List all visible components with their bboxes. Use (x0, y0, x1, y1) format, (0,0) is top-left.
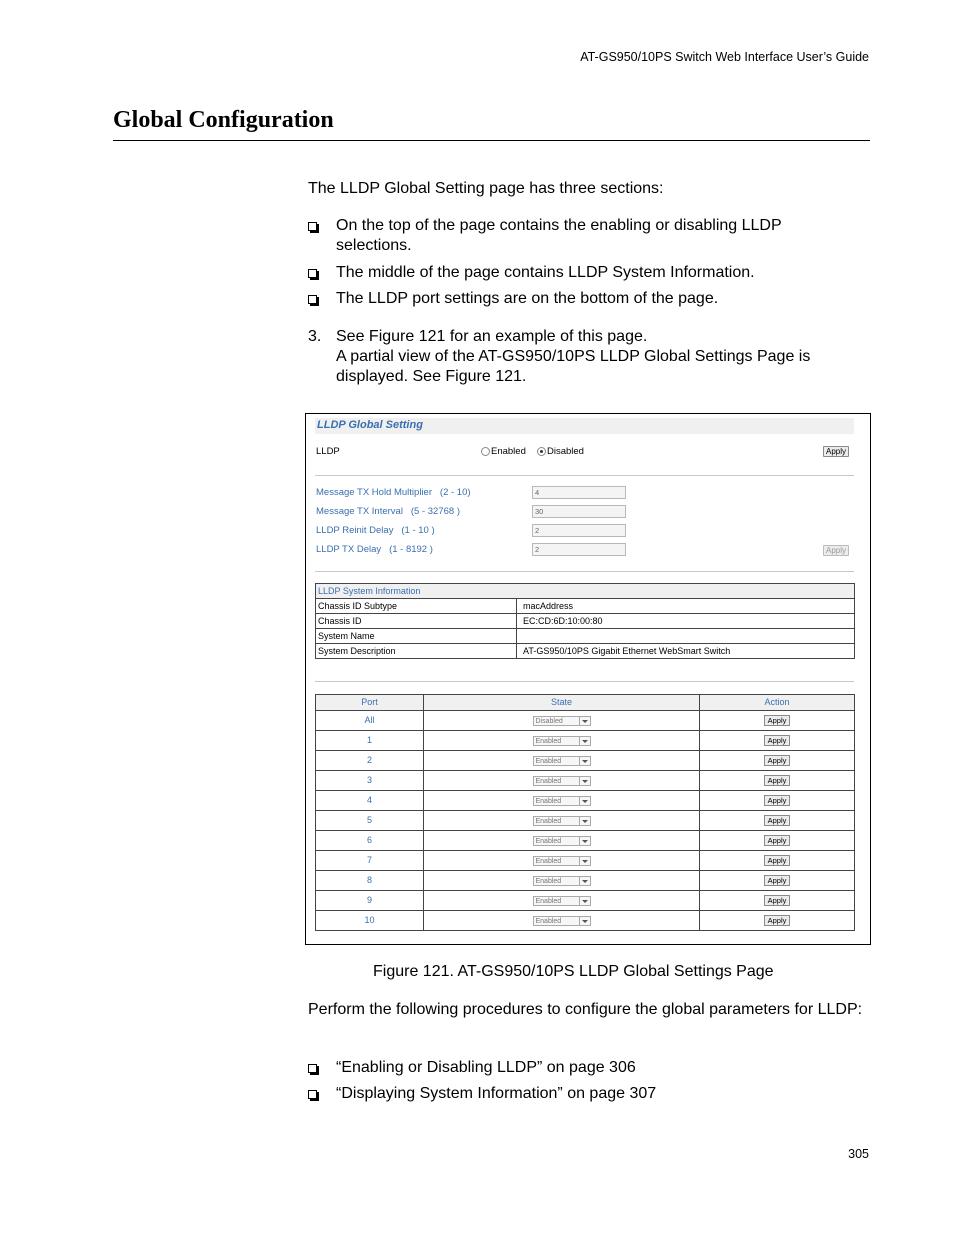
system-info-table (315, 583, 855, 659)
state-column-header: State (424, 695, 700, 711)
panel-header: LLDP Global Setting (315, 418, 854, 434)
tx-interval-input[interactable]: 30 (532, 505, 626, 518)
state-select[interactable]: Enabled (533, 776, 591, 786)
bullet-box-icon (308, 1090, 317, 1099)
table-row: System Name (316, 629, 855, 644)
chevron-down-icon (579, 757, 590, 765)
state-select[interactable]: Enabled (533, 876, 591, 886)
port-apply-button[interactable]: Apply (764, 775, 791, 786)
bullet-box-icon (308, 222, 317, 231)
port-apply-button[interactable]: Apply (764, 915, 791, 926)
chevron-down-icon (579, 857, 590, 865)
param-label: LLDP TX Delay (1 - 8192 ) (316, 544, 433, 555)
state-select[interactable]: Enabled (533, 816, 591, 826)
state-select[interactable]: Enabled (533, 896, 591, 906)
section-title: Global Configuration (113, 107, 334, 133)
lldp-apply-button[interactable]: Apply (823, 446, 849, 457)
bullet-box-icon (308, 295, 317, 304)
state-select[interactable]: Enabled (533, 756, 591, 766)
tx-delay-input[interactable]: 2 (532, 543, 626, 556)
lldp-enabled-label: Enabled (491, 446, 526, 457)
chevron-down-icon (579, 717, 590, 725)
system-info-header: LLDP System Information (316, 584, 855, 599)
table-row: Chassis ID Subtype macAddress (316, 599, 855, 614)
chevron-down-icon (579, 817, 590, 825)
param-label: Message TX Interval (5 - 32768 ) (316, 506, 460, 517)
state-select[interactable]: Enabled (533, 836, 591, 846)
step-number: 3. (308, 328, 322, 345)
chevron-down-icon (579, 797, 590, 805)
lldp-disabled-radio[interactable] (537, 447, 546, 456)
port-apply-button[interactable]: Apply (764, 795, 791, 806)
state-select[interactable]: Enabled (533, 856, 591, 866)
step-text: See Figure 121 for an example of this page. A partial view of the AT-GS950/10PS LLDP Global Settings Page is displayed. See Figure 121. (336, 328, 811, 385)
lldp-label: LLDP (316, 446, 340, 457)
reinit-delay-input[interactable]: 2 (532, 524, 626, 537)
port-apply-button[interactable]: Apply (764, 715, 791, 726)
bullet-box-icon (308, 269, 317, 278)
chevron-down-icon (579, 917, 590, 925)
state-select[interactable]: Enabled (533, 916, 591, 926)
intro-paragraph: The LLDP Global Setting page has three sections: (308, 180, 664, 197)
chevron-down-icon (579, 897, 590, 905)
divider (315, 475, 854, 476)
figure-caption: Figure 121. AT-GS950/10PS LLDP Global Settings Page (373, 963, 774, 980)
table-row: 9 Enabled Apply (316, 891, 855, 911)
state-select[interactable]: Enabled (533, 736, 591, 746)
port-apply-button[interactable]: Apply (764, 855, 791, 866)
title-rule (113, 140, 870, 141)
port-apply-button[interactable]: Apply (764, 875, 791, 886)
table-row: Chassis ID EC:CD:6D:10:00:80 (316, 614, 855, 629)
table-row: All Disabled Apply (316, 711, 855, 731)
running-header: AT-GS950/10PS Switch Web Interface User’s Guide (580, 50, 869, 64)
state-select[interactable]: Disabled (533, 716, 591, 726)
page-number: 305 (848, 1147, 869, 1161)
divider (315, 681, 854, 682)
table-row: 6 Enabled Apply (316, 831, 855, 851)
port-apply-button[interactable]: Apply (764, 895, 791, 906)
port-apply-button[interactable]: Apply (764, 835, 791, 846)
table-row: 1 Enabled Apply (316, 731, 855, 751)
port-apply-button[interactable]: Apply (764, 755, 791, 766)
table-row: 7 Enabled Apply (316, 851, 855, 871)
table-row: 2 Enabled Apply (316, 751, 855, 771)
chevron-down-icon (579, 777, 590, 785)
table-row: 10 Enabled Apply (316, 911, 855, 931)
port-column-header: Port (316, 695, 424, 711)
port-settings-table (315, 694, 855, 931)
state-select[interactable]: Enabled (533, 796, 591, 806)
port-apply-button[interactable]: Apply (764, 815, 791, 826)
bullet-box-icon (308, 1064, 317, 1073)
lldp-enabled-radio[interactable] (481, 447, 490, 456)
table-row: 3 Enabled Apply (316, 771, 855, 791)
divider (315, 571, 854, 572)
tx-hold-multiplier-input[interactable]: 4 (532, 486, 626, 499)
action-column-header: Action (700, 695, 855, 711)
figure-screenshot (305, 413, 871, 945)
table-row: 4 Enabled Apply (316, 791, 855, 811)
port-apply-button[interactable]: Apply (764, 735, 791, 746)
table-row: 8 Enabled Apply (316, 871, 855, 891)
chevron-down-icon (579, 877, 590, 885)
procedures-paragraph: Perform the following procedures to configure the global parameters for LLDP: (308, 1001, 863, 1018)
chevron-down-icon (579, 737, 590, 745)
params-apply-button[interactable]: Apply (823, 545, 849, 556)
table-row: 5 Enabled Apply (316, 811, 855, 831)
table-row: System Description AT-GS950/10PS Gigabit Ethernet WebSmart Switch (316, 644, 855, 659)
param-label: Message TX Hold Multiplier (2 - 10) (316, 487, 471, 498)
lldp-disabled-label: Disabled (547, 446, 584, 457)
param-label: LLDP Reinit Delay (1 - 10 ) (316, 525, 435, 536)
chevron-down-icon (579, 837, 590, 845)
